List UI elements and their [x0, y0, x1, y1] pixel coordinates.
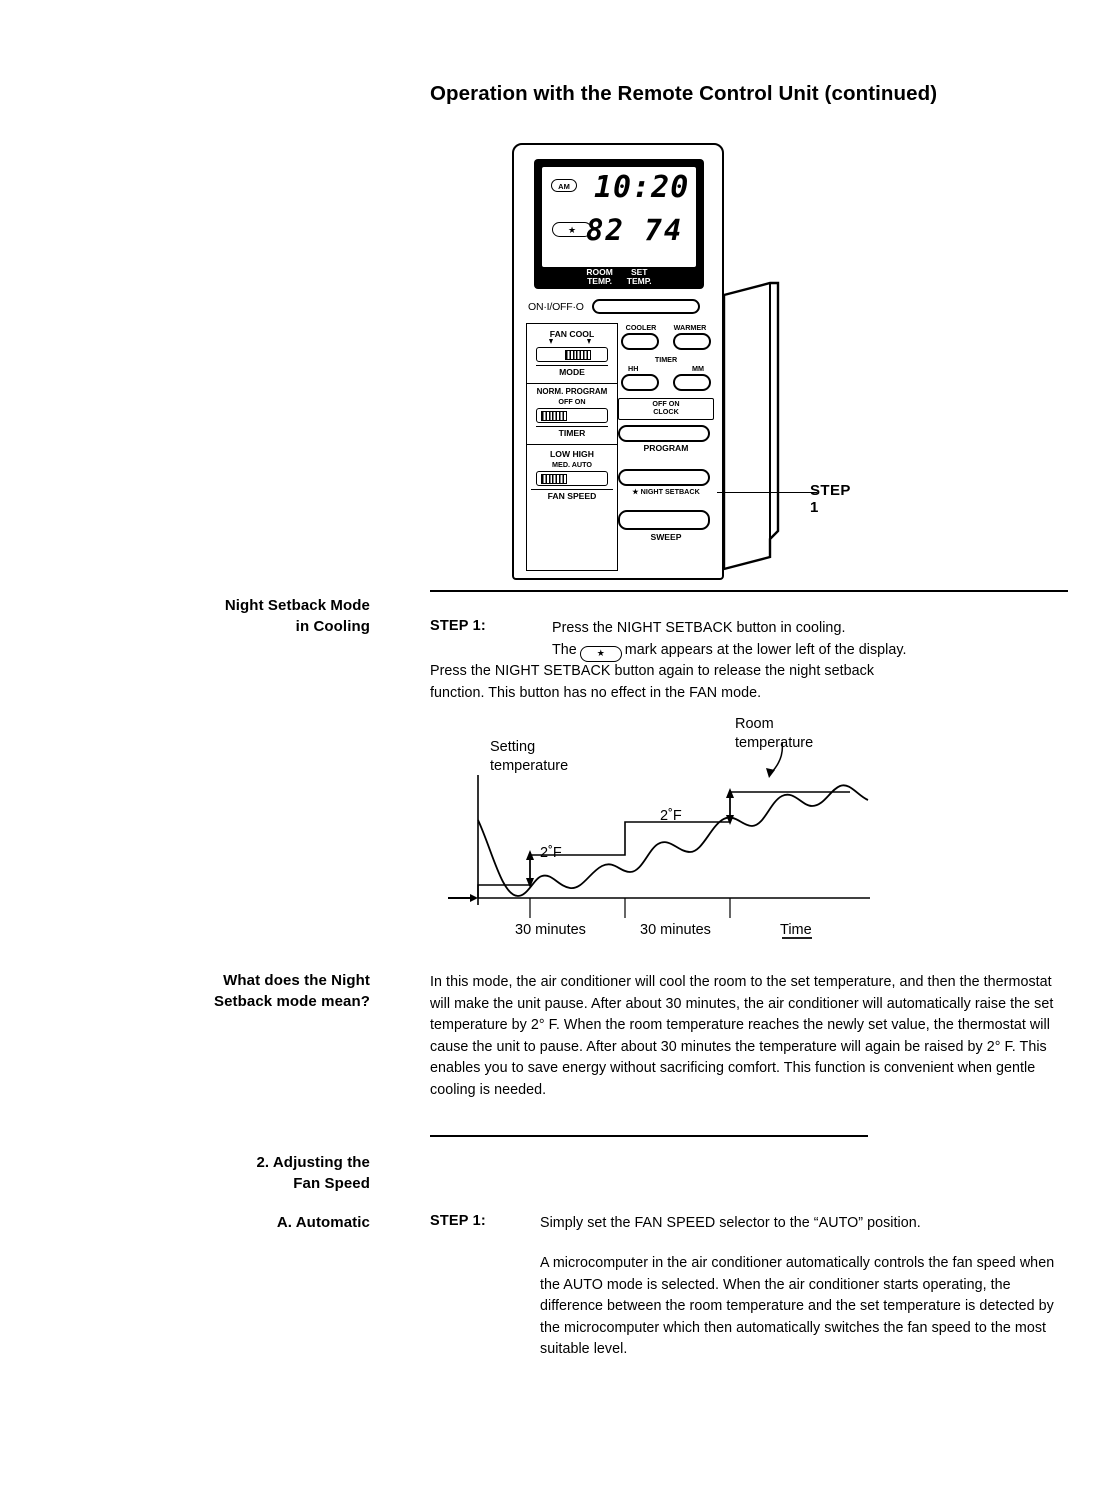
- page-title: Operation with the Remote Control Unit (continued): [430, 82, 938, 105]
- left-control-panel: [526, 323, 618, 571]
- remote-body: [512, 143, 724, 580]
- program-timer-slider-knob[interactable]: [541, 411, 567, 421]
- night-setback-graph: [430, 700, 900, 960]
- night-setback-indicator: ★: [552, 222, 592, 237]
- lcd-screen: [542, 167, 696, 267]
- sweep-button-shape[interactable]: [618, 510, 710, 530]
- step-text-1: Press the NIGHT SETBACK button in cooling. The ★ mark appears at the lower left of the display.: [552, 618, 1052, 662]
- mode-label: MODE: [559, 367, 585, 377]
- mm-label: MM: [692, 364, 704, 373]
- fan-speed-label: FAN SPEED: [547, 491, 597, 501]
- remote-control-illustration: [512, 143, 851, 583]
- set-temp-label: SET TEMP.: [626, 267, 652, 286]
- section-divider-2: [430, 1135, 868, 1137]
- fan-speed-slider-knob[interactable]: [541, 474, 567, 484]
- graph-xtick-1: 30 minutes: [515, 922, 586, 938]
- room-temp-label: ROOM TEMP.: [586, 267, 613, 286]
- room-temp-value: 82: [586, 213, 625, 247]
- warmer-label: WARMER: [673, 323, 707, 332]
- paragraph-night-setback-meaning: In this mode, the air conditioner will cool the room to the set temperature, and then the thermostat will make the unit pause. After about 30 minutes, the air conditioner will automatically raise the set temperature by 2° F. When the room temperature reaches the newly set value, the thermostat will cause the unit to pause. After about 30 minutes the temperature will again be raised by 2° F. This enables you to save energy without sacrificing comfort. This function is convenient when gentle cooling is needed.: [430, 974, 1054, 1098]
- fan-speed-slider[interactable]: [536, 471, 608, 486]
- section-divider-1: [430, 590, 1068, 592]
- remote-door-flap: [720, 281, 782, 571]
- power-row: [528, 299, 714, 314]
- paragraph-automatic-fan-speed: A microcomputer in the air conditioner automatically controls the fan speed when the AUTO mode is selected. When the air conditioner starts operating, the difference between the room temperature and the set temperature is detected by the microcomputer which then automatically switches the fan speed to the most suitable level.: [540, 1255, 1055, 1357]
- night-setback-button-label: ★ NIGHT SETBACK: [632, 487, 700, 496]
- sub-heading-automatic: A. Automatic: [276, 1214, 370, 1231]
- step-label-2: STEP 1:: [430, 1213, 486, 1229]
- fan-speed-options-line2: MED. AUTO: [552, 460, 592, 469]
- graph-xlabel: Time: [780, 922, 812, 938]
- program-button-label: PROGRAM: [643, 443, 689, 453]
- fan-speed-options-line1: LOW HIGH: [550, 449, 594, 459]
- side-heading-fan-speed: 2. Adjusting the Fan Speed: [256, 1154, 370, 1192]
- am-indicator: AM: [551, 179, 577, 192]
- power-button[interactable]: [592, 299, 700, 314]
- mode-slider[interactable]: [536, 347, 608, 362]
- graph-label-setting: Setting temperature: [490, 739, 569, 774]
- timer-hh-button[interactable]: [621, 374, 659, 391]
- step-text-1-continued: Press the NIGHT SETBACK button again to release the night setback function. This button has no effect in the FAN mode.: [430, 663, 875, 701]
- step-text-1-lead: The: [552, 641, 577, 658]
- temperature-digits: [586, 213, 683, 247]
- graph-delta-1: 2˚F: [540, 845, 562, 861]
- graph-xtick-2: 30 minutes: [640, 922, 711, 938]
- clock-switch-label: OFF ON: [652, 399, 680, 408]
- program-sub-label: OFF ON: [558, 397, 586, 406]
- side-heading-night-setback: Night Setback Mode in Cooling: [224, 597, 370, 635]
- set-temp-value: 74: [644, 213, 684, 247]
- program-timer-slider[interactable]: [536, 408, 608, 423]
- hh-label: HH: [628, 364, 639, 373]
- graph-delta-2: 2˚F: [660, 808, 682, 824]
- clock-label: CLOCK: [653, 407, 679, 416]
- sweep-button-label: SWEEP: [650, 532, 682, 542]
- callout-step1: STEP 1: [810, 482, 851, 516]
- cooler-label: COOLER: [625, 323, 657, 332]
- clock-time: 10:20: [594, 170, 690, 205]
- night-setback-mark-pill: ★: [580, 646, 622, 662]
- night-setback-button-shape[interactable]: [618, 469, 710, 486]
- graph-label-room: Room temperature: [735, 716, 814, 751]
- power-label: ON·I/OFF·O: [528, 300, 584, 313]
- mode-options-label: FAN COOL: [549, 329, 595, 339]
- step-text-1-tail: mark appears at the lower left of the display.: [624, 641, 907, 658]
- side-heading-what-is-night-setback: What does the Night Setback mode mean?: [213, 972, 370, 1010]
- callout-leader-line: [717, 492, 817, 493]
- warmer-button[interactable]: [673, 333, 711, 350]
- lcd-label-row: [542, 268, 696, 286]
- program-button-shape[interactable]: [618, 425, 710, 442]
- timer-mm-button[interactable]: [673, 374, 711, 391]
- timer-label: TIMER: [558, 428, 586, 438]
- remote-lcd: [534, 159, 704, 289]
- step-label-1: STEP 1:: [430, 618, 486, 634]
- program-options-label: NORM. PROGRAM: [536, 387, 608, 396]
- timer-section-label: TIMER: [654, 355, 678, 364]
- cooler-button[interactable]: [621, 333, 659, 350]
- right-control-panel: [618, 323, 714, 571]
- step-text-2: Simply set the FAN SPEED selector to the “AUTO” position.: [540, 1215, 921, 1231]
- mode-slider-knob[interactable]: [565, 350, 591, 360]
